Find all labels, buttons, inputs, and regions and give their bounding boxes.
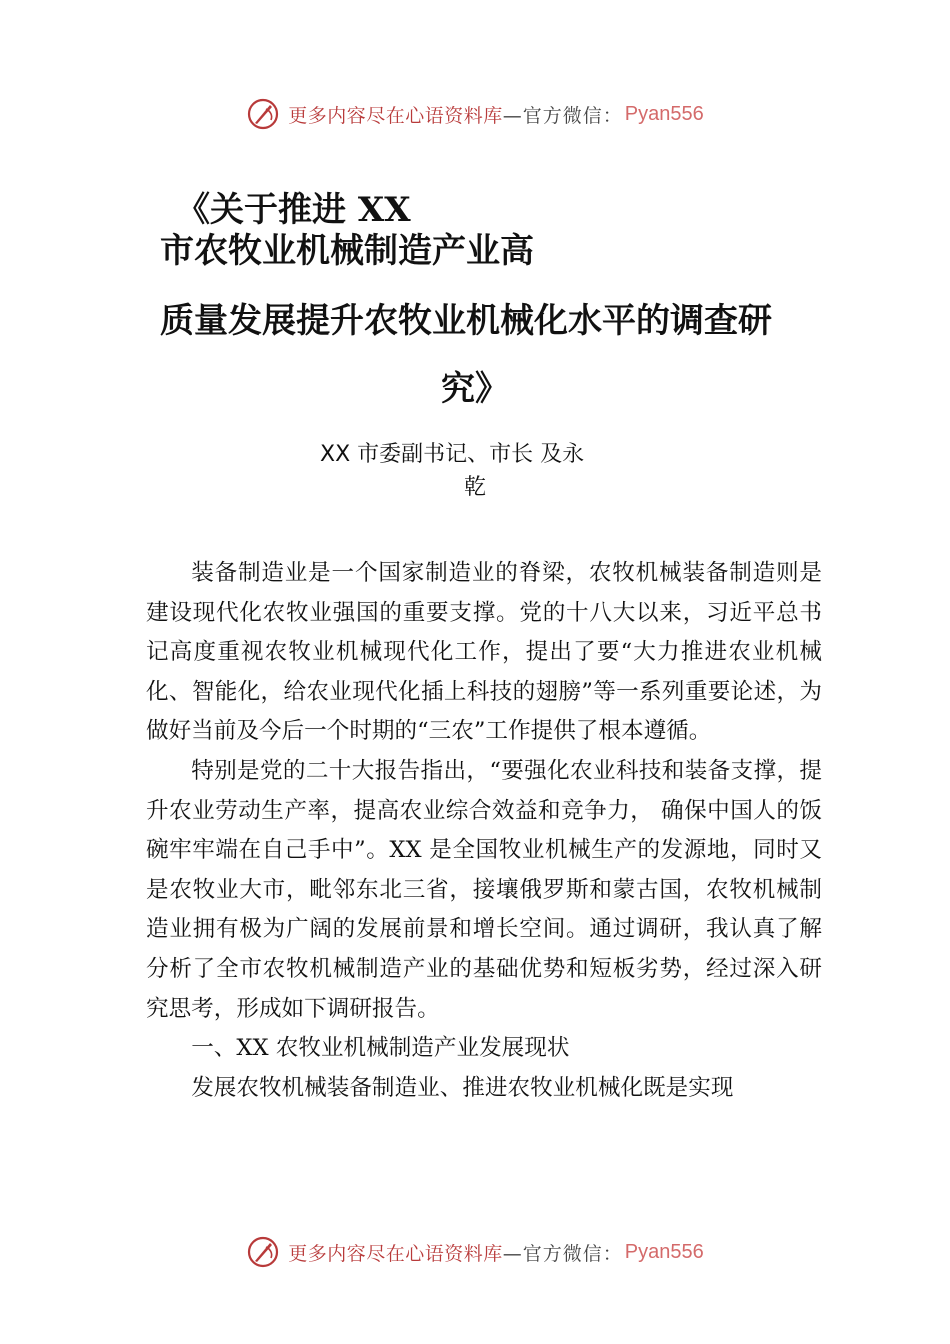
title-line-1: 《关于推进 XX (176, 190, 411, 230)
banner-separator: —官方微信： (502, 104, 623, 127)
title-line-3: 质量发展提升农牧业机械化水平的调查研 (160, 301, 772, 341)
header-watermark-banner (0, 94, 950, 134)
title-line-2: 市农牧业机械制造产业高 (160, 231, 534, 271)
banner-wechat-id: Pyan556 (624, 102, 704, 125)
paragraph-congress-report: 特别是党的二十大报告指出，“要强化农业科技和装备支撑，提升农业劳动生产率，提高农业综合效益和竞争力， 确保中国人的饭碗牢牢端在自己手中”。XX 是全国牧业机械生产的发源地，同时又是农牧业大市，毗邻东北三省，接壤俄罗斯和蒙古国，农牧机械制造业拥有极为广阔的发展前景和增长空间。通过调研，我认真了解分析了全市农牧机械制造产业的基础优势和短板劣势，经过深入研究思考，形成如下调研报告。 (146, 757, 822, 1022)
quill-logo-icon (246, 97, 280, 131)
quill-logo-icon (246, 1235, 280, 1269)
section-heading-1: 一、XX 农牧业机械制造产业发展现状 (191, 1035, 570, 1062)
footer-separator: —官方微信： (502, 1242, 623, 1265)
footer-wechat-id: Pyan556 (624, 1240, 704, 1263)
footer-site-name: 更多内容尽在心语资料库 (288, 1242, 503, 1265)
document-body (146, 554, 822, 1108)
author-line-1: XX 市委副书记、市长 及永 (320, 442, 585, 467)
title-line-4: 究》 (441, 369, 509, 409)
paragraph-intro: 装备制造业是一个国家制造业的脊梁，农牧机械装备制造则是建设现代化农牧业强国的重要支撑。党的十八大以来，习近平总书记高度重视农牧业机械现代化工作，提出了要“大力推进农业机械化、智能化，给农业现代化插上科技的翅膀”等一系列重要论述，为做好当前及今后一个时期的“三农”工作提供了根本遵循。 (146, 560, 822, 745)
author-line-2: 乾 (463, 475, 486, 500)
paragraph-section-1-start: 发展农牧机械装备制造业、推进农牧业机械化既是实现 (191, 1074, 734, 1101)
footer-watermark-banner (0, 1232, 950, 1272)
banner-site-name: 更多内容尽在心语资料库 (288, 104, 503, 127)
